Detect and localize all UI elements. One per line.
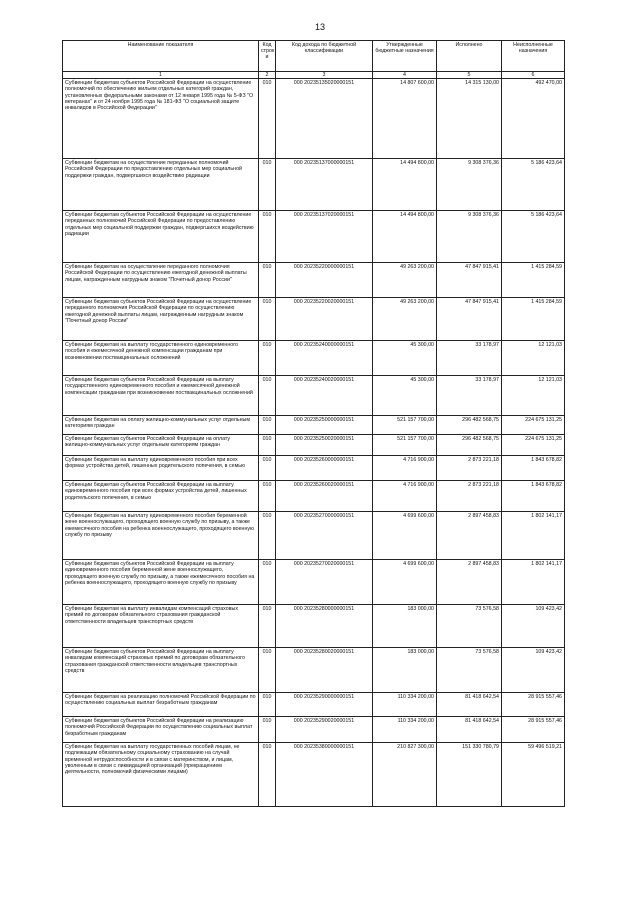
table-row bbox=[63, 341, 565, 376]
row-income-code: 000 20235250020000151 bbox=[276, 435, 373, 456]
row-remaining: 1 802 141,17 bbox=[502, 512, 565, 560]
table-row bbox=[63, 79, 565, 159]
row-remaining: 492 470,00 bbox=[502, 79, 565, 159]
row-line-code: 010 bbox=[259, 263, 276, 298]
page-number: 13 bbox=[314, 22, 325, 32]
row-executed: 47 847 915,41 bbox=[437, 298, 502, 341]
table-row bbox=[63, 693, 565, 717]
row-income-code: 000 20235290000000151 bbox=[276, 693, 373, 717]
row-executed: 296 482 568,75 bbox=[437, 416, 502, 435]
row-line-code: 010 bbox=[259, 416, 276, 435]
row-approved: 110 334 200,00 bbox=[373, 717, 437, 743]
row-approved: 14 494 800,00 bbox=[373, 211, 437, 263]
column-number: 4 bbox=[373, 72, 437, 79]
row-name: Субвенции бюджетам субъектов Российской Федерации на выплату единовременного пособия при всех формах устройства детей, лишенных родительского попечения, в семью bbox=[63, 481, 259, 512]
row-remaining: 12 121,03 bbox=[502, 341, 565, 376]
column-number: 5 bbox=[437, 72, 502, 79]
row-remaining: 28 915 557,46 bbox=[502, 717, 565, 743]
row-executed: 33 178,97 bbox=[437, 341, 502, 376]
row-line-code: 010 bbox=[259, 743, 276, 807]
row-income-code: 000 20235280000000151 bbox=[276, 605, 373, 648]
row-remaining: 109 423,42 bbox=[502, 605, 565, 648]
row-name: Субвенции бюджетам на выплату единовременного пособия беременной жене военнослужащего, проходящего военную службу по призыву, а также ежемесячного пособия на ребенка военнослужащего, проходящего военную службу по призыву bbox=[63, 512, 259, 560]
row-line-code: 010 bbox=[259, 717, 276, 743]
table-row bbox=[63, 376, 565, 416]
row-income-code: 000 20235270000000151 bbox=[276, 512, 373, 560]
row-line-code: 010 bbox=[259, 341, 276, 376]
row-executed: 2 897 458,83 bbox=[437, 560, 502, 605]
table-row bbox=[63, 481, 565, 512]
row-approved: 4 716 900,00 bbox=[373, 481, 437, 512]
row-name: Субвенции бюджетам на выплату инвалидам компенсаций страховых премий по договорам обязательного страхования гражданской ответственности владельцев транспортных средств bbox=[63, 605, 259, 648]
row-approved: 183 000,00 bbox=[373, 605, 437, 648]
row-name: Субвенции бюджетам на выплату государственных пособий лицам, не подлежащим обязательному социальному страхованию на случай временной нетрудоспособности и в связи с материнством, и лицам, уволенным в связи с ликвидацией организаций (прекращением деятельности, полномочий физическими лицами) bbox=[63, 743, 259, 807]
table-row bbox=[63, 416, 565, 435]
row-approved: 49 263 200,00 bbox=[373, 298, 437, 341]
row-approved: 45 300,00 bbox=[373, 341, 437, 376]
row-remaining: 1 843 678,82 bbox=[502, 456, 565, 481]
row-remaining: 28 915 557,46 bbox=[502, 693, 565, 717]
row-income-code: 000 20235270020000151 bbox=[276, 560, 373, 605]
row-name: Субвенции бюджетам на осуществление переданного полномочия Российской Федерации по осуществлению ежегодной денежной выплаты лицам, награжденным нагрудным знаком "Почетный донор России" bbox=[63, 263, 259, 298]
table-row bbox=[63, 605, 565, 648]
row-executed: 73 576,58 bbox=[437, 605, 502, 648]
header-line-code: Код строк и bbox=[259, 41, 276, 72]
row-income-code: 000 20235135020000151 bbox=[276, 79, 373, 159]
row-line-code: 010 bbox=[259, 481, 276, 512]
header-name: Наименование показателя bbox=[63, 41, 259, 72]
header-executed: Исполнено bbox=[437, 41, 502, 72]
row-name: Субвенции бюджетам субъектов Российской Федерации на осуществление полномочий по обеспечению жильем отдельных категорий граждан, установленных федеральными законами от 12 января 1995 года № 5-ФЗ "О ветеранах" и от 24 ноября 1995 года № 181-ФЗ "О социальной защите инвалидов в Российской Федерации" bbox=[63, 79, 259, 159]
row-executed: 81 418 642,54 bbox=[437, 717, 502, 743]
row-executed: 2 873 221,18 bbox=[437, 481, 502, 512]
row-executed: 14 315 130,00 bbox=[437, 79, 502, 159]
row-approved: 14 494 800,00 bbox=[373, 159, 437, 211]
row-line-code: 010 bbox=[259, 648, 276, 693]
row-income-code: 000 20235240000000151 bbox=[276, 341, 373, 376]
table-row bbox=[63, 648, 565, 693]
row-approved: 110 334 200,00 bbox=[373, 693, 437, 717]
row-name: Субвенции бюджетам на выплату единовременного пособия при всех формах устройства детей, лишенных родительского попечения, в семью bbox=[63, 456, 259, 481]
column-number: 1 bbox=[63, 72, 259, 79]
row-income-code: 000 20235280020000151 bbox=[276, 648, 373, 693]
row-executed: 296 482 568,75 bbox=[437, 435, 502, 456]
row-income-code: 000 20235260020000151 bbox=[276, 481, 373, 512]
column-number-row bbox=[63, 72, 565, 79]
table-body bbox=[63, 79, 565, 807]
budget-execution-table bbox=[62, 40, 565, 807]
row-approved: 45 300,00 bbox=[373, 376, 437, 416]
table-row bbox=[63, 263, 565, 298]
column-number: 2 bbox=[259, 72, 276, 79]
table-row bbox=[63, 456, 565, 481]
row-name: Субвенции бюджетам на реализацию полномочий Российской Федерации по осуществлению социальных выплат безработным гражданам bbox=[63, 693, 259, 717]
row-approved: 4 699 600,00 bbox=[373, 560, 437, 605]
table-row bbox=[63, 298, 565, 341]
row-remaining: 1 415 284,59 bbox=[502, 263, 565, 298]
row-line-code: 010 bbox=[259, 605, 276, 648]
row-approved: 14 807 600,00 bbox=[373, 79, 437, 159]
row-line-code: 010 bbox=[259, 211, 276, 263]
row-name: Субвенции бюджетам субъектов Российской Федерации на осуществление переданных полномочий Российской Федерации по предоставлению отдельных мер социальной поддержки граждан, подвергшихся воздействию радиации bbox=[63, 211, 259, 263]
row-approved: 183 000,00 bbox=[373, 648, 437, 693]
row-income-code: 000 20235220020000151 bbox=[276, 298, 373, 341]
row-name: Субвенции бюджетам субъектов Российской Федерации на выплату единовременного пособия беременной жене военнослужащего, проходящего военную службу по призыву, а также ежемесячного пособия на ребенка военнослужащего, проходящего военную службу по призыву bbox=[63, 560, 259, 605]
row-executed: 47 847 915,41 bbox=[437, 263, 502, 298]
row-remaining: 5 186 423,64 bbox=[502, 159, 565, 211]
header-income-code: Код дохода по бюджетной классификации bbox=[276, 41, 373, 72]
table-row bbox=[63, 512, 565, 560]
row-line-code: 010 bbox=[259, 376, 276, 416]
row-line-code: 010 bbox=[259, 159, 276, 211]
row-executed: 33 178,97 bbox=[437, 376, 502, 416]
row-executed: 2 897 458,83 bbox=[437, 512, 502, 560]
table-row bbox=[63, 159, 565, 211]
row-income-code: 000 20235220000000151 bbox=[276, 263, 373, 298]
table-row bbox=[63, 211, 565, 263]
row-remaining: 12 121,03 bbox=[502, 376, 565, 416]
header-approved: Утвержденные бюджетные назначения bbox=[373, 41, 437, 72]
row-remaining: 5 186 423,64 bbox=[502, 211, 565, 263]
row-income-code: 000 20235240020000151 bbox=[276, 376, 373, 416]
row-name: Субвенции бюджетам на выплату государственного единовременного пособия и ежемесячной денежной компенсации гражданам при возникновении поствакцинальных осложнений bbox=[63, 341, 259, 376]
row-income-code: 000 20235380000000151 bbox=[276, 743, 373, 807]
table-row bbox=[63, 435, 565, 456]
row-line-code: 010 bbox=[259, 435, 276, 456]
row-line-code: 010 bbox=[259, 693, 276, 717]
row-executed: 2 873 221,18 bbox=[437, 456, 502, 481]
row-name: Субвенции бюджетам субъектов Российской Федерации на выплату государственного единовременного пособия и ежемесячной денежной компенсации гражданам при возникновении поствакцинальных осложнений bbox=[63, 376, 259, 416]
row-executed: 151 330 780,79 bbox=[437, 743, 502, 807]
row-name: Субвенции бюджетам субъектов Российской Федерации на выплату инвалидам компенсаций страховых премий по договорам обязательного страхования гражданской ответственности владельцев транспортных средств bbox=[63, 648, 259, 693]
row-executed: 9 308 376,36 bbox=[437, 211, 502, 263]
row-income-code: 000 20235137000000151 bbox=[276, 159, 373, 211]
row-income-code: 000 20235137020000151 bbox=[276, 211, 373, 263]
row-remaining: 1 802 141,17 bbox=[502, 560, 565, 605]
row-name: Субвенции бюджетам субъектов Российской Федерации на осуществление переданного полномочия Российской Федерации по осуществлению ежегодной денежной выплаты лицам, награжденным нагрудным знаком "Почетный донор России" bbox=[63, 298, 259, 341]
table-row bbox=[63, 717, 565, 743]
row-executed: 9 308 376,36 bbox=[437, 159, 502, 211]
row-name: Субвенции бюджетам субъектов Российской Федерации на реализацию полномочий Российской Федерации по осуществлению социальных выплат безработным гражданам bbox=[63, 717, 259, 743]
row-approved: 4 699 600,00 bbox=[373, 512, 437, 560]
row-line-code: 010 bbox=[259, 512, 276, 560]
table-header-row bbox=[63, 41, 565, 72]
row-approved: 210 827 300,00 bbox=[373, 743, 437, 807]
row-remaining: 224 675 131,25 bbox=[502, 435, 565, 456]
row-remaining: 109 423,42 bbox=[502, 648, 565, 693]
column-number: 6 bbox=[502, 72, 565, 79]
row-name: Субвенции бюджетам на осуществление переданных полномочий Российской Федерации по предоставлению отдельных мер социальной поддержки граждан, подвергшихся воздействию радиации bbox=[63, 159, 259, 211]
row-approved: 521 157 700,00 bbox=[373, 416, 437, 435]
row-line-code: 010 bbox=[259, 456, 276, 481]
row-line-code: 010 bbox=[259, 298, 276, 341]
table-row bbox=[63, 743, 565, 807]
row-remaining: 1 415 284,59 bbox=[502, 298, 565, 341]
row-approved: 4 716 900,00 bbox=[373, 456, 437, 481]
row-income-code: 000 20235260000000151 bbox=[276, 456, 373, 481]
row-line-code: 010 bbox=[259, 560, 276, 605]
table-row bbox=[63, 560, 565, 605]
row-remaining: 224 675 131,25 bbox=[502, 416, 565, 435]
row-name: Субвенции бюджетам на оплату жилищно-коммунальных услуг отдельным категориям граждан bbox=[63, 416, 259, 435]
column-number: 3 bbox=[276, 72, 373, 79]
header-remaining: Неисполненные назначения bbox=[502, 41, 565, 72]
row-executed: 73 576,58 bbox=[437, 648, 502, 693]
row-line-code: 010 bbox=[259, 79, 276, 159]
row-remaining: 1 843 678,82 bbox=[502, 481, 565, 512]
row-remaining: 59 496 519,21 bbox=[502, 743, 565, 807]
row-approved: 49 263 200,00 bbox=[373, 263, 437, 298]
row-approved: 521 157 700,00 bbox=[373, 435, 437, 456]
row-income-code: 000 20235290020000151 bbox=[276, 717, 373, 743]
row-income-code: 000 20235250000000151 bbox=[276, 416, 373, 435]
row-executed: 81 418 642,54 bbox=[437, 693, 502, 717]
row-name: Субвенции бюджетам субъектов Российской Федерации на оплату жилищно-коммунальных услуг отдельным категориям граждан bbox=[63, 435, 259, 456]
